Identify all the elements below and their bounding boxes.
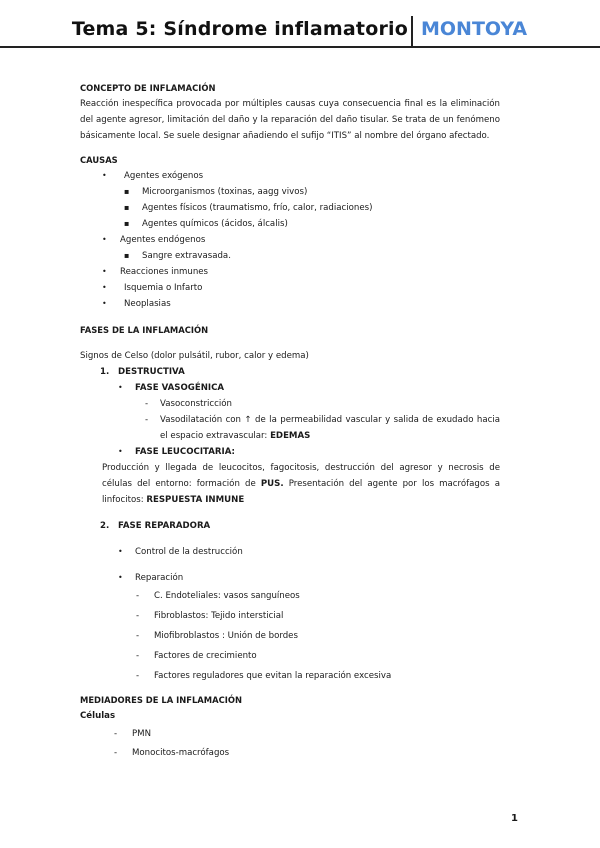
list-item-label: Agentes endógenos [120, 235, 206, 245]
square-bullet-icon: ▪ [124, 219, 130, 228]
list-item-label: Factores reguladores que evitan la reparación excesiva [154, 671, 392, 681]
dash-bullet: - [114, 748, 118, 758]
list-item [80, 518, 500, 534]
signos-celso: Signos de Celso (dolor pulsátil, rubor, calor y edema) [80, 351, 309, 361]
concepto-paragraph: Reacción inespecífica provocada por múltiples causas cuya consecuencia final es la eliminación del agente agresor, limitación del daño y la reparación del daño tisular. Se trata de un fenómeno básicamente local. Se suele designar añadiendo el sufijo “ITIS” al nombre del órgano afectado. [80, 99, 500, 141]
dash-bullet: - [136, 671, 140, 681]
list-item-label: Isquemia o Infarto [124, 283, 203, 293]
list-item-label: Sangre extravasada. [142, 251, 231, 261]
list-item [80, 168, 500, 184]
list-item [80, 570, 500, 586]
list-item [80, 380, 500, 396]
header-separator [411, 16, 413, 46]
list-item-label: Monocitos-macrófagos [132, 748, 230, 758]
list-item-label: Vasodilatación con ↑ de la permeabilidad vascular y salida de exudado hacia el espacio extravascular: [160, 415, 500, 441]
list-item [80, 216, 500, 232]
concepto-heading: CONCEPTO DE INFLAMACIÓN [80, 83, 216, 93]
leucocitaria-heading: FASE LEUCOCITARIA: [135, 447, 235, 457]
paragraph-text: Producción y llegada de leucocitos, fagocitosis, destrucción del agresor y necrosis de células del entorno: formación de [102, 463, 500, 489]
list-number: 2. [100, 521, 110, 531]
list-item [80, 608, 500, 624]
list-item [80, 280, 500, 296]
list-item [80, 364, 500, 380]
document-title: Tema 5: Síndrome inflamatorio [71, 18, 408, 40]
square-bullet-icon: ▪ [124, 187, 130, 196]
list-item [80, 296, 500, 312]
page-number: 1 [511, 813, 518, 824]
list-item-label: Reacciones inmunes [120, 267, 209, 277]
bullet-icon: • [102, 283, 107, 292]
list-item-label: Neoplasias [124, 299, 171, 309]
destructiva-heading: DESTRUCTIVA [118, 367, 185, 377]
list-item [80, 544, 500, 560]
list-item-label: Agentes físicos (traumatismo, frío, calor, radiaciones) [142, 203, 373, 213]
dash-bullet: - [145, 399, 149, 409]
square-bullet-icon: ▪ [124, 251, 130, 260]
document-body [80, 80, 500, 761]
header-rule [0, 46, 600, 48]
bullet-icon: • [102, 299, 107, 308]
vasogenica-heading: FASE VASOGÉNICA [135, 383, 225, 393]
dash-bullet: - [114, 729, 118, 739]
bullet-icon: • [102, 235, 107, 244]
list-item-label: Agentes exógenos [124, 171, 204, 181]
list-item [80, 232, 500, 248]
brand-label: MONTOYA [421, 18, 528, 40]
list-item-label: Factores de crecimiento [154, 651, 257, 661]
list-item-label: Vasoconstricción [160, 399, 232, 409]
list-item-label: Control de la destrucción [135, 547, 243, 557]
leucocitaria-paragraph [80, 460, 500, 508]
list-item-label: Reparación [135, 573, 184, 583]
causas-heading: CAUSAS [80, 155, 118, 165]
list-item [80, 396, 500, 412]
pus-label: PUS. [260, 479, 284, 489]
list-item [80, 184, 500, 200]
mediadores-heading: MEDIADORES DE LA INFLAMACIÓN [80, 695, 242, 705]
reparadora-heading: FASE REPARADORA [118, 521, 211, 531]
list-item [80, 444, 500, 460]
square-bullet-icon: ▪ [124, 203, 130, 212]
bullet-icon: • [102, 267, 107, 276]
dash-bullet: - [136, 631, 140, 641]
celulas-subheading: Células [80, 711, 116, 721]
list-item [80, 628, 500, 644]
page-header [0, 12, 600, 46]
list-item [80, 745, 500, 761]
list-item [80, 248, 500, 264]
list-item-label: Agentes químicos (ácidos, álcalis) [142, 219, 288, 229]
bullet-icon: • [102, 171, 107, 180]
list-item-label: Fibroblastos: Tejido intersticial [154, 611, 284, 621]
list-item [80, 412, 500, 444]
list-item-label: Miofibroblastos : Unión de bordes [154, 631, 298, 641]
bullet-icon: • [118, 573, 123, 582]
list-item [80, 588, 500, 604]
dash-bullet: - [136, 611, 140, 621]
list-item [80, 726, 500, 742]
list-item [80, 668, 500, 684]
list-item [80, 200, 500, 216]
list-item [80, 648, 500, 664]
list-item-label: C. Endoteliales: vasos sanguíneos [154, 591, 300, 601]
list-item-label: PMN [132, 729, 152, 739]
edemas-label: EDEMAS [270, 431, 311, 441]
dash-bullet: - [145, 415, 149, 425]
bullet-icon: • [118, 383, 123, 392]
fases-heading: FASES DE LA INFLAMACIÓN [80, 325, 209, 335]
bullet-icon: • [118, 547, 123, 556]
dash-bullet: - [136, 591, 140, 601]
list-item-label: Microorganismos (toxinas, aagg vivos) [142, 187, 308, 197]
respuesta-inmune-label: RESPUESTA INMUNE [146, 495, 245, 505]
list-number: 1. [100, 367, 110, 377]
dash-bullet: - [136, 651, 140, 661]
bullet-icon: • [118, 447, 123, 456]
paragraph-text: Presentación del agente por los macrófagos a linfocitos: [102, 479, 500, 505]
list-item [80, 264, 500, 280]
